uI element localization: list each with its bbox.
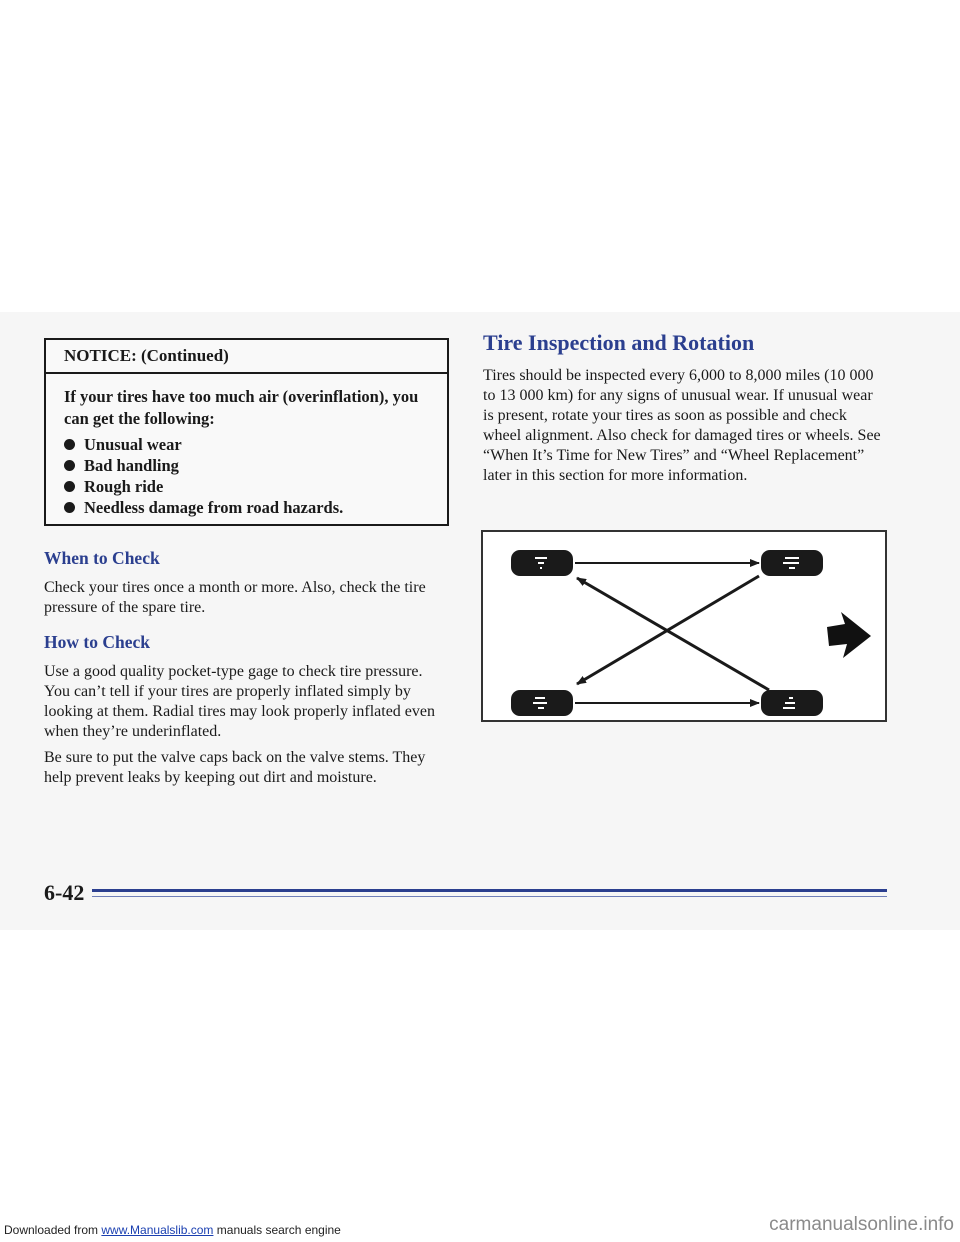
tire-inspection-heading: Tire Inspection and Rotation <box>483 330 755 355</box>
when-to-check-heading: When to Check <box>44 548 160 568</box>
manualslib-link[interactable]: www.Manualslib.com <box>101 1223 214 1237</box>
when-to-check-text: Check your tires once a month or more. Also, check the tire pressure of the spare tire. <box>44 579 426 616</box>
notice-intro: If your tires have too much air (overinflation), you can get the following: <box>64 387 419 428</box>
footer-rule <box>92 889 887 892</box>
valve-caps-text: Be sure to put the valve caps back on the valve stems. They help prevent leaks by keeping out dirt and moisture. <box>44 749 426 786</box>
forward-arrow-icon <box>827 612 871 658</box>
bullet-icon <box>64 502 75 513</box>
list-item: Needless damage from road hazards. <box>64 497 429 518</box>
bullet-icon <box>64 481 75 492</box>
list-item: Unusual wear <box>64 434 429 455</box>
how-to-check-heading: How to Check <box>44 632 150 652</box>
list-item: Bad handling <box>64 455 429 476</box>
how-to-check-text: Use a good quality pocket-type gage to check tire pressure. You can’t tell if your tires are properly inflated simply by looking at them. Radial tires may look properly inflated even when they’re underinflated. <box>44 663 436 740</box>
tire-rotation-diagram-icon <box>483 532 885 720</box>
notice-header: NOTICE: (Continued) <box>46 340 447 374</box>
tire-inspection-text: Tires should be inspected every 6,000 to 8,000 miles (10 000 to 13 000 km) for any signs of unusual wear. If unusual wear is present, rotate your tires as soon as possible and check wheel alignment. Also check for damaged tires or wheels. See “When It’s Time for New Tires” and “Wheel Replacement” later in this section for more information. <box>483 367 881 484</box>
list-item: Rough ride <box>64 476 429 497</box>
bullet-icon <box>64 439 75 450</box>
notice-box <box>44 338 449 526</box>
download-bar: Downloaded from www.Manualslib.com manuals search engine <box>4 1223 341 1237</box>
footer-rule-thin <box>92 896 887 897</box>
watermark: carmanualsonline.info <box>769 1214 954 1235</box>
notice-body <box>46 374 447 518</box>
tire-rotation-figure <box>481 530 887 722</box>
bullet-icon <box>64 460 75 471</box>
notice-list <box>64 434 429 518</box>
page-number: 6-42 <box>44 880 85 905</box>
